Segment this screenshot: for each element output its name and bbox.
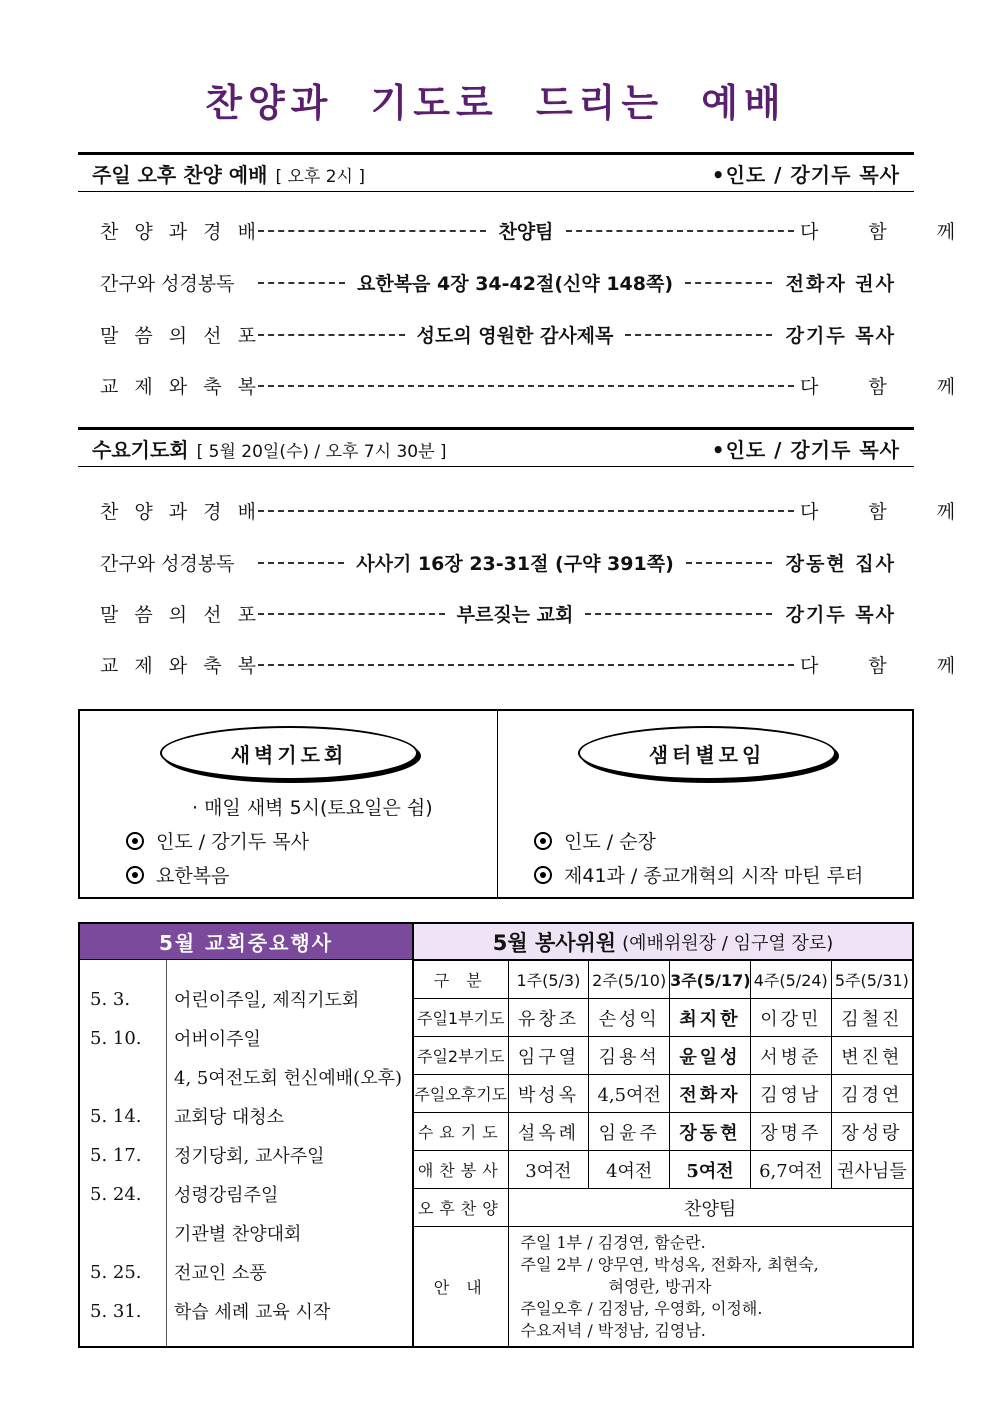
event-item: 기관별 찬양대회 bbox=[174, 1224, 302, 1245]
bottom-section bbox=[78, 922, 914, 1348]
sunday-order-row bbox=[100, 319, 896, 349]
dashed-leader bbox=[686, 562, 772, 564]
table-cell: 4,5여전 bbox=[589, 1075, 670, 1113]
column-header: 4주(5/24) bbox=[750, 961, 831, 999]
column-header: 2주(5/10) bbox=[589, 961, 670, 999]
table-cell: 임구열 bbox=[508, 1037, 589, 1075]
order-label: 말 씀 의 선 포 bbox=[100, 324, 261, 347]
table-cell: 김영남 bbox=[750, 1075, 831, 1113]
duty-roster-header bbox=[414, 924, 912, 960]
table-cell: 박성옥 bbox=[508, 1075, 589, 1113]
table-cell: 서병준 bbox=[750, 1037, 831, 1075]
target-bullet-icon bbox=[534, 866, 552, 884]
order-person: 다 함 께 bbox=[800, 654, 978, 677]
table-cell: 김경연 bbox=[831, 1075, 912, 1113]
duty-roster-table bbox=[414, 960, 912, 1347]
target-bullet-icon bbox=[126, 866, 144, 884]
guide-line: 수요저녁 / 박정남, 김영남. bbox=[520, 1320, 706, 1340]
dashed-leader bbox=[258, 562, 344, 564]
row-label: 오후찬양 bbox=[414, 1189, 508, 1227]
cell-meeting-leader: 인도 / 순장 bbox=[534, 827, 656, 854]
usher-guide-row bbox=[414, 1227, 912, 1347]
duty-roster-title: 5월 봉사위원 bbox=[492, 930, 617, 955]
table-cell: 5여전 bbox=[670, 1151, 751, 1189]
event-item: 5. 31. 학습 세례 교육 시작 bbox=[90, 1300, 331, 1323]
events-panel bbox=[80, 924, 414, 1346]
wednesday-order-row bbox=[100, 649, 978, 679]
event-item: 5. 10. 어버이주일 bbox=[90, 1027, 261, 1050]
dashed-leader bbox=[258, 282, 345, 284]
row-label: 주일1부기도 bbox=[414, 999, 508, 1037]
dawn-prayer-text: 요한복음 bbox=[126, 861, 229, 888]
wednesday-service-time: [ 5월 20일(수) / 오후 7시 30분 ] bbox=[196, 441, 447, 462]
wednesday-order-row bbox=[100, 495, 978, 525]
target-bullet-icon bbox=[534, 832, 552, 850]
order-person: 다 함 께 bbox=[800, 375, 978, 398]
order-label: 교 제 와 축 복 bbox=[100, 654, 261, 677]
page-title: 찬양과 기도로 드리는 예배 bbox=[205, 81, 787, 125]
dashed-leader bbox=[566, 230, 794, 232]
order-label: 찬 양 과 경 배 bbox=[100, 500, 261, 523]
table-cell: 장성랑 bbox=[831, 1113, 912, 1151]
table-cell: 찬양팀 bbox=[508, 1189, 912, 1227]
cell-meeting-panel bbox=[498, 711, 912, 897]
usher-guide-list bbox=[508, 1227, 912, 1347]
table-cell: 김철진 bbox=[831, 999, 912, 1037]
table-cell: 전화자 bbox=[670, 1075, 751, 1113]
sunday-order-row bbox=[100, 215, 978, 245]
event-item: 5. 3. 어린이주일, 제직기도회 bbox=[90, 988, 360, 1011]
dawn-prayer-leader: 인도 / 강기두 목사 bbox=[126, 827, 309, 854]
table-header-row bbox=[414, 961, 912, 999]
column-header: 5주(5/31) bbox=[831, 961, 912, 999]
order-person: 다 함 께 bbox=[800, 500, 978, 523]
table-row bbox=[414, 1075, 912, 1113]
cell-meeting-lesson: 제41과 / 종교개혁의 시작 마틴 루터 bbox=[534, 861, 863, 888]
row-label: 주일오후기도 bbox=[414, 1075, 508, 1113]
order-label: 말 씀 의 선 포 bbox=[100, 603, 261, 626]
wednesday-order-row bbox=[100, 598, 896, 628]
order-content: 사사기 16장 23-31절 (구약 391쪽) bbox=[356, 552, 674, 575]
dashed-leader bbox=[258, 510, 794, 512]
sunday-service-title: 주일 오후 찬양 예배 bbox=[92, 162, 268, 187]
sunday-service-time: [ 오후 2시 ] bbox=[275, 166, 366, 187]
order-person: 강기두 목사 bbox=[785, 603, 896, 626]
row-label: 주일2부기도 bbox=[414, 1037, 508, 1075]
table-row bbox=[414, 1037, 912, 1075]
afternoon-praise-row bbox=[414, 1189, 912, 1227]
dawn-prayer-panel bbox=[80, 711, 498, 897]
dashed-leader bbox=[258, 664, 794, 666]
dashed-leader bbox=[585, 613, 772, 615]
guide-line: 주일 1부 / 김경연, 함순란. bbox=[520, 1232, 706, 1252]
column-header: 구 분 bbox=[414, 961, 508, 999]
row-label: 애찬봉사 bbox=[414, 1151, 508, 1189]
dashed-leader bbox=[685, 282, 772, 284]
guide-line: 주일 2부 / 양무연, 박성옥, 전화자, 최현숙, bbox=[520, 1254, 819, 1274]
event-item: 5. 25. 전교인 소풍 bbox=[90, 1261, 267, 1284]
event-item: 5. 24. 성령강림주일 bbox=[90, 1183, 279, 1206]
table-cell: 임윤주 bbox=[589, 1113, 670, 1151]
order-label: 교 제 와 축 복 bbox=[100, 375, 261, 398]
dashed-leader bbox=[258, 385, 794, 387]
order-label: 찬 양 과 경 배 bbox=[100, 220, 261, 243]
order-content: 요한복음 4장 34-42절(신약 148쪽) bbox=[356, 272, 674, 295]
event-item: 4, 5여전도회 헌신예배(오후) bbox=[174, 1068, 402, 1089]
sunday-service-header bbox=[78, 152, 914, 192]
table-cell: 4여전 bbox=[589, 1151, 670, 1189]
order-content: 찬양팀 bbox=[498, 220, 554, 243]
table-cell: 권사님들 bbox=[831, 1151, 912, 1189]
table-row bbox=[414, 999, 912, 1037]
cell-meeting-title: 샘터별모임 bbox=[578, 726, 836, 780]
sunday-order-row bbox=[100, 267, 896, 297]
row-label: 수요기도 bbox=[414, 1113, 508, 1151]
dawn-prayer-title: 새벽기도회 bbox=[160, 726, 418, 780]
table-cell: 이강민 bbox=[750, 999, 831, 1037]
guide-line: 혀영란, 방귀자 bbox=[608, 1276, 712, 1296]
order-content: 부르짖는 교회 bbox=[456, 603, 574, 626]
guide-line: 주일오후 / 김정남, 우영화, 이정해. bbox=[520, 1298, 763, 1318]
table-cell: 윤일성 bbox=[670, 1037, 751, 1075]
wednesday-service-header bbox=[78, 427, 914, 467]
table-cell: 최지한 bbox=[670, 999, 751, 1037]
table-cell: 6,7여전 bbox=[750, 1151, 831, 1189]
event-item: 5. 14. 교회당 대청소 bbox=[90, 1105, 285, 1128]
table-cell: 손성익 bbox=[589, 999, 670, 1037]
table-cell: 설옥례 bbox=[508, 1113, 589, 1151]
wednesday-order-row bbox=[100, 547, 896, 577]
order-label: 간구와 성경봉독 bbox=[100, 552, 235, 575]
sunday-service-leader: •인도 / 강기두 목사 bbox=[711, 162, 900, 187]
sunday-order-row bbox=[100, 370, 978, 400]
order-label: 간구와 성경봉독 bbox=[100, 272, 235, 295]
table-row bbox=[414, 1113, 912, 1151]
table-cell: 변진현 bbox=[831, 1037, 912, 1075]
table-cell: 유창조 bbox=[508, 999, 589, 1037]
column-header: 1주(5/3) bbox=[508, 961, 589, 999]
order-person: 전화자 권사 bbox=[785, 272, 897, 295]
dashed-leader bbox=[258, 230, 486, 232]
wednesday-service-title: 수요기도회 bbox=[92, 437, 189, 462]
order-content: 성도의 영원한 감사제목 bbox=[416, 324, 614, 347]
table-cell: 3여전 bbox=[508, 1151, 589, 1189]
order-person: 장동현 집사 bbox=[785, 552, 896, 575]
dashed-leader bbox=[625, 334, 772, 336]
dashed-leader bbox=[258, 613, 445, 615]
column-header: 3주(5/17) bbox=[670, 961, 751, 999]
meetings-box bbox=[78, 709, 914, 899]
table-cell: 김용석 bbox=[589, 1037, 670, 1075]
events-title: 5월 교회중요행사 bbox=[80, 924, 412, 960]
dashed-leader bbox=[258, 334, 405, 336]
order-person: 다 함 께 bbox=[800, 220, 978, 243]
table-row bbox=[414, 1151, 912, 1189]
event-item: 5. 17. 정기당회, 교사주일 bbox=[90, 1144, 325, 1167]
duty-roster-panel bbox=[414, 924, 912, 1346]
duty-roster-subtitle: (예배위원장 / 임구열 장로) bbox=[622, 932, 834, 954]
wednesday-service-leader: •인도 / 강기두 목사 bbox=[711, 437, 900, 462]
table-cell: 장명주 bbox=[750, 1113, 831, 1151]
order-person: 강기두 목사 bbox=[785, 324, 896, 347]
row-label: 안 내 bbox=[414, 1227, 508, 1347]
table-cell: 장동현 bbox=[670, 1113, 751, 1151]
target-bullet-icon bbox=[126, 832, 144, 850]
dawn-prayer-schedule: · 매일 새벽 5시(토요일은 쉼) bbox=[192, 797, 433, 819]
